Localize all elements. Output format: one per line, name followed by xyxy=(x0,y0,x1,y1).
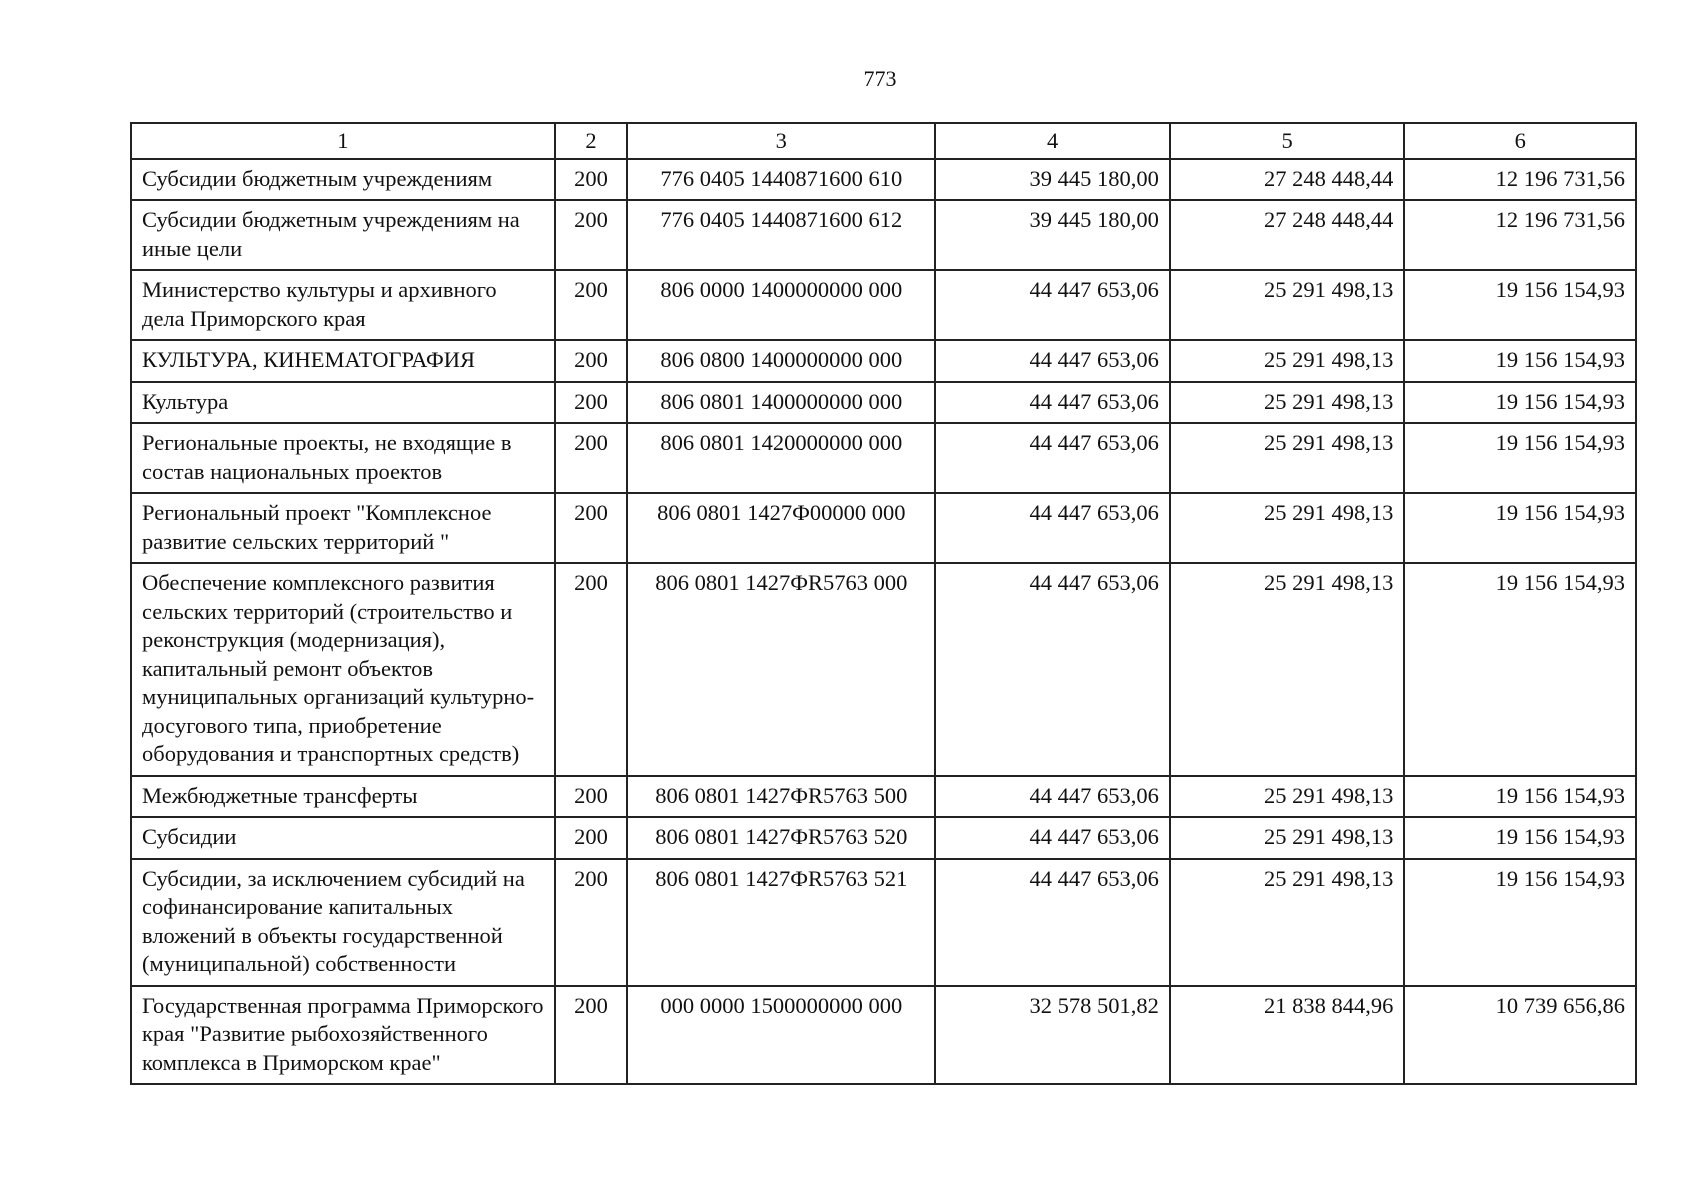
classification-code: 806 0801 1427ФR5763 520 xyxy=(627,817,935,859)
line-code: 200 xyxy=(555,859,627,986)
amount-col5: 25 291 498,13 xyxy=(1170,340,1405,382)
amount-col4: 44 447 653,06 xyxy=(935,817,1170,859)
classification-code: 806 0801 1427ФR5763 521 xyxy=(627,859,935,986)
amount-col6: 19 156 154,93 xyxy=(1404,270,1636,340)
amount-col6: 19 156 154,93 xyxy=(1404,859,1636,986)
amount-col4: 44 447 653,06 xyxy=(935,270,1170,340)
amount-col6: 10 739 656,86 xyxy=(1404,986,1636,1085)
item-name: Субсидии бюджетным учреждениям на иные цели xyxy=(131,200,555,270)
item-name: Субсидии бюджетным учреждениям xyxy=(131,159,555,201)
item-name: Культура xyxy=(131,382,555,424)
table-row xyxy=(131,423,1636,493)
table-row xyxy=(131,563,1636,776)
column-header: 6 xyxy=(1404,123,1636,159)
amount-col5: 27 248 448,44 xyxy=(1170,200,1405,270)
amount-col5: 21 838 844,96 xyxy=(1170,986,1405,1085)
amount-col4: 44 447 653,06 xyxy=(935,493,1170,563)
amount-col4: 44 447 653,06 xyxy=(935,423,1170,493)
amount-col4: 39 445 180,00 xyxy=(935,159,1170,201)
amount-col4: 32 578 501,82 xyxy=(935,986,1170,1085)
amount-col6: 19 156 154,93 xyxy=(1404,563,1636,776)
item-name: Государственная программа Приморского края "Развитие рыбохозяйственного комплекса в Приморском крае" xyxy=(131,986,555,1085)
column-header: 4 xyxy=(935,123,1170,159)
amount-col5: 25 291 498,13 xyxy=(1170,270,1405,340)
amount-col5: 25 291 498,13 xyxy=(1170,563,1405,776)
line-code: 200 xyxy=(555,270,627,340)
amount-col6: 19 156 154,93 xyxy=(1404,776,1636,818)
item-name: Министерство культуры и архивного дела Приморского края xyxy=(131,270,555,340)
table-header-row xyxy=(131,123,1636,159)
table-row xyxy=(131,776,1636,818)
amount-col5: 25 291 498,13 xyxy=(1170,817,1405,859)
amount-col5: 25 291 498,13 xyxy=(1170,423,1405,493)
line-code: 200 xyxy=(555,423,627,493)
table-row xyxy=(131,270,1636,340)
classification-code: 806 0801 1427ФR5763 000 xyxy=(627,563,935,776)
line-code: 200 xyxy=(555,776,627,818)
item-name: Субсидии, за исключением субсидий на софинансирование капитальных вложений в объекты государственной (муниципальной) собственности xyxy=(131,859,555,986)
column-header: 2 xyxy=(555,123,627,159)
item-name: Межбюджетные трансферты xyxy=(131,776,555,818)
table-row xyxy=(131,817,1636,859)
amount-col4: 44 447 653,06 xyxy=(935,776,1170,818)
classification-code: 806 0800 1400000000 000 xyxy=(627,340,935,382)
item-name: КУЛЬТУРА, КИНЕМАТОГРАФИЯ xyxy=(131,340,555,382)
budget-table xyxy=(130,122,1637,1085)
amount-col5: 27 248 448,44 xyxy=(1170,159,1405,201)
column-header: 1 xyxy=(131,123,555,159)
classification-code: 776 0405 1440871600 612 xyxy=(627,200,935,270)
amount-col6: 19 156 154,93 xyxy=(1404,382,1636,424)
line-code: 200 xyxy=(555,340,627,382)
item-name: Субсидии xyxy=(131,817,555,859)
table-body xyxy=(131,159,1636,1085)
amount-col4: 44 447 653,06 xyxy=(935,340,1170,382)
item-name: Региональные проекты, не входящие в состав национальных проектов xyxy=(131,423,555,493)
item-name: Обеспечение комплексного развития сельских территорий (строительство и реконструкция (модернизация), капитальный ремонт объектов муниципальных организаций культурно-досугового типа, приобретение оборудования и транспортных средств) xyxy=(131,563,555,776)
table-row xyxy=(131,493,1636,563)
classification-code: 806 0801 1427Ф00000 000 xyxy=(627,493,935,563)
amount-col6: 12 196 731,56 xyxy=(1404,200,1636,270)
classification-code: 776 0405 1440871600 610 xyxy=(627,159,935,201)
column-header: 3 xyxy=(627,123,935,159)
amount-col5: 25 291 498,13 xyxy=(1170,382,1405,424)
amount-col4: 44 447 653,06 xyxy=(935,382,1170,424)
amount-col5: 25 291 498,13 xyxy=(1170,493,1405,563)
classification-code: 806 0000 1400000000 000 xyxy=(627,270,935,340)
line-code: 200 xyxy=(555,817,627,859)
line-code: 200 xyxy=(555,159,627,201)
table-row xyxy=(131,382,1636,424)
table-row xyxy=(131,159,1636,201)
classification-code: 806 0801 1400000000 000 xyxy=(627,382,935,424)
classification-code: 806 0801 1420000000 000 xyxy=(627,423,935,493)
amount-col6: 19 156 154,93 xyxy=(1404,817,1636,859)
amount-col4: 44 447 653,06 xyxy=(935,563,1170,776)
amount-col4: 39 445 180,00 xyxy=(935,200,1170,270)
line-code: 200 xyxy=(555,200,627,270)
item-name: Региональный проект "Комплексное развитие сельских территорий " xyxy=(131,493,555,563)
amount-col6: 19 156 154,93 xyxy=(1404,340,1636,382)
line-code: 200 xyxy=(555,493,627,563)
amount-col6: 12 196 731,56 xyxy=(1404,159,1636,201)
page-number: 773 xyxy=(863,66,897,91)
amount-col5: 25 291 498,13 xyxy=(1170,859,1405,986)
table-row xyxy=(131,859,1636,986)
column-header: 5 xyxy=(1170,123,1405,159)
table-row xyxy=(131,340,1636,382)
line-code: 200 xyxy=(555,986,627,1085)
table-row xyxy=(131,200,1636,270)
classification-code: 000 0000 1500000000 000 xyxy=(627,986,935,1085)
table-row xyxy=(131,986,1636,1085)
amount-col6: 19 156 154,93 xyxy=(1404,493,1636,563)
line-code: 200 xyxy=(555,563,627,776)
amount-col6: 19 156 154,93 xyxy=(1404,423,1636,493)
classification-code: 806 0801 1427ФR5763 500 xyxy=(627,776,935,818)
line-code: 200 xyxy=(555,382,627,424)
amount-col4: 44 447 653,06 xyxy=(935,859,1170,986)
amount-col5: 25 291 498,13 xyxy=(1170,776,1405,818)
